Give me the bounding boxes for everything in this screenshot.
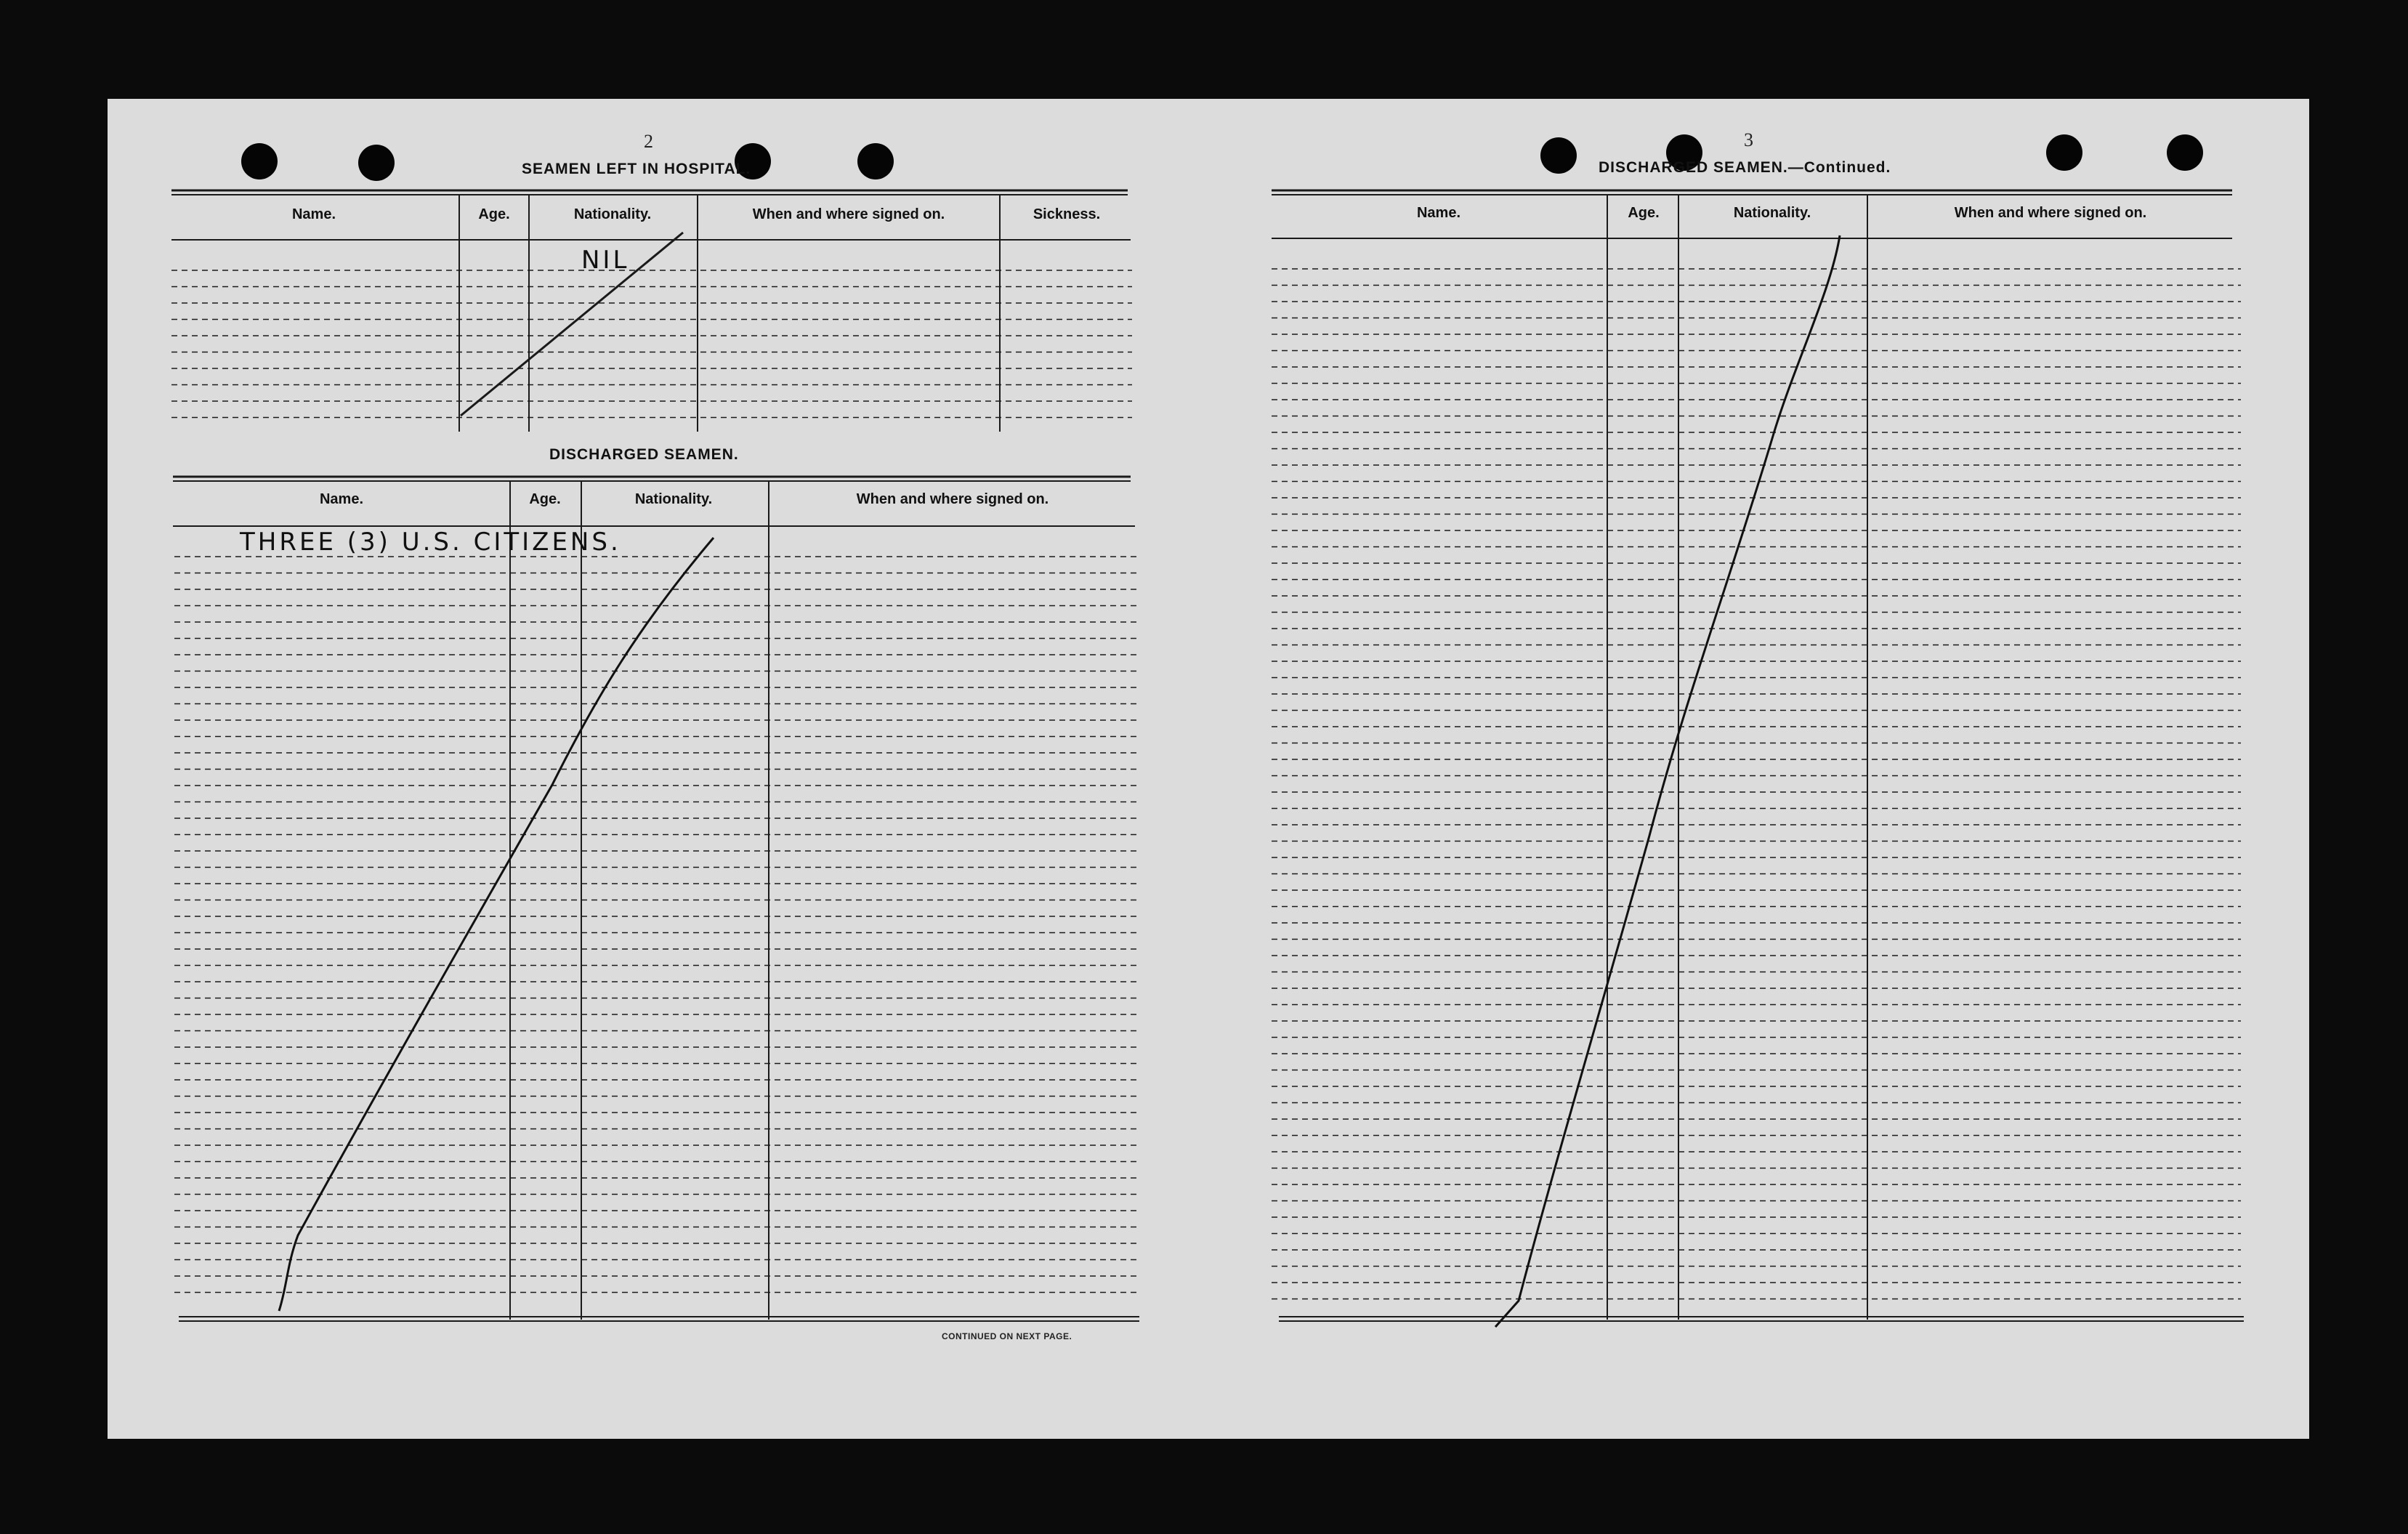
discharged-col-signed-on: When and where signed on. (856, 491, 1049, 507)
discharged-handwritten-entry: THREE (3) U.S. CITIZENS. (240, 528, 621, 557)
hospital-col-name: Name. (291, 206, 336, 222)
discharged-col-name: Name. (319, 491, 364, 507)
right-page-number: 3 (1744, 129, 1753, 150)
cancel-stroke (279, 538, 714, 1311)
left-page-number: 2 (644, 131, 653, 152)
hospital-col-sickness: Sickness. (1033, 206, 1101, 222)
right-col-age: Age. (1628, 205, 1660, 221)
hospital-col-age: Age. (478, 206, 510, 222)
right-col-nationality: Nationality. (1733, 205, 1811, 221)
right-section-title: DISCHARGED SEAMEN.—Continued. (1599, 159, 1891, 176)
right-col-name: Name. (1416, 205, 1461, 221)
discharged-col-age: Age. (529, 491, 561, 507)
hospital-col-signed-on: When and where signed on. (752, 206, 945, 222)
hospital-col-nationality: Nationality. (573, 206, 652, 222)
hospital-handwritten-entry: NIL (581, 246, 630, 275)
hospital-section-title: SEAMEN LEFT IN HOSPITAL. (522, 161, 751, 177)
discharged-col-nationality: Nationality. (634, 491, 713, 507)
cancel-stroke (461, 233, 683, 416)
right-col-signed-on: When and where signed on. (1954, 205, 2147, 221)
discharged-section-title: DISCHARGED SEAMEN. (549, 446, 739, 463)
continued-footer: CONTINUED ON NEXT PAGE. (942, 1331, 1072, 1341)
